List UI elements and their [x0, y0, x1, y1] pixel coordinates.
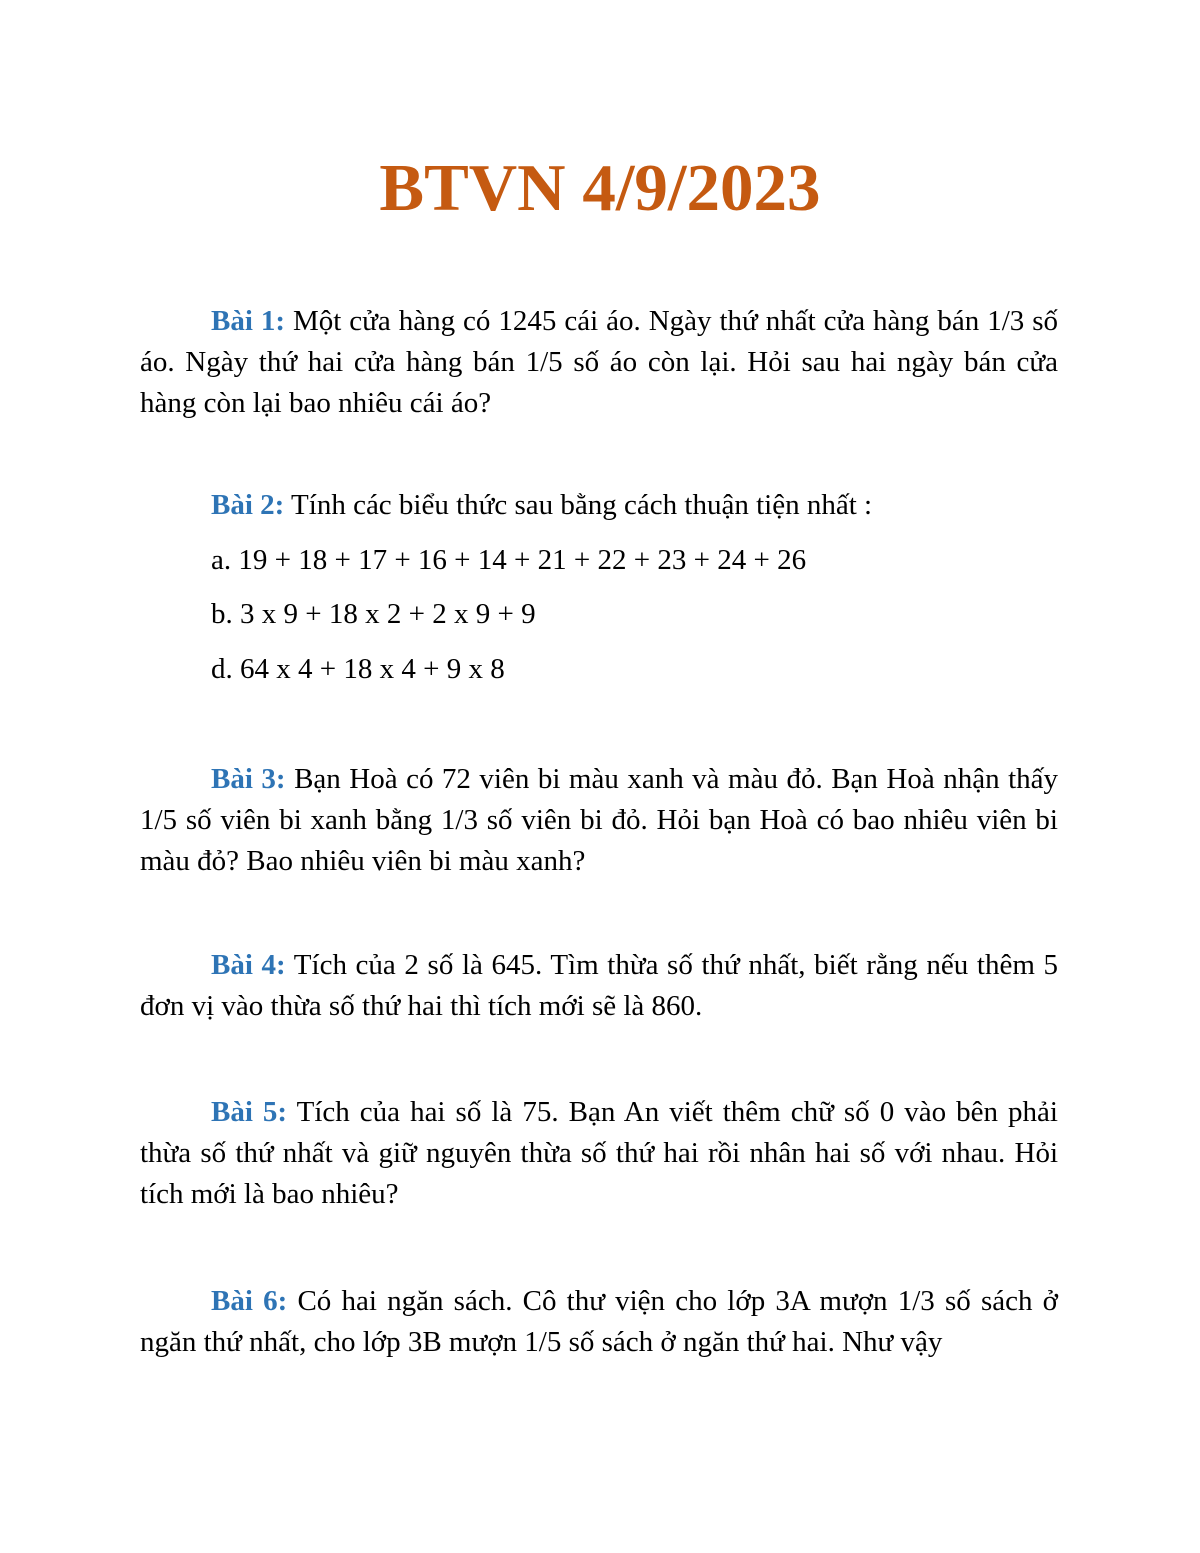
problem-1 [140, 301, 1058, 424]
problem-text: Tính các biểu thức sau bằng cách thuận tiện nhất : [291, 489, 873, 521]
problem-label: Bài 5: [211, 1096, 288, 1128]
problem-3 [140, 759, 1058, 882]
problem-label: Bài 2: [211, 489, 285, 521]
expression-a: a. 19 + 18 + 17 + 16 + 14 + 21 + 22 + 23 + 24 + 26 [211, 544, 807, 576]
problem-4 [140, 945, 1058, 1027]
problem-text: Tích của 2 số là 645. Tìm thừa số thứ nhất, biết rằng nếu thêm 5 đơn vị vào thừa số thứ hai thì tích mới sẽ là 860. [140, 949, 1059, 1022]
problem-label: Bài 6: [211, 1285, 288, 1317]
expression-b: b. 3 x 9 + 18 x 2 + 2 x 9 + 9 [211, 598, 536, 630]
problem-text: Có hai ngăn sách. Cô thư viện cho lớp 3A mượn 1/3 số sách ở ngăn thứ nhất, cho lớp 3B mượn 1/5 số sách ở ngăn thứ hai. Như vậy [140, 1285, 1058, 1358]
problem-2 [140, 485, 1058, 526]
problem-text: Bạn Hoà có 72 viên bi màu xanh và màu đỏ. Bạn Hoà nhận thấy 1/5 số viên bi xanh bằng 1/3 số viên bi đỏ. Hỏi bạn Hoà có bao nhiêu viên bi màu đỏ? Bao nhiêu viên bi màu xanh? [140, 763, 1059, 877]
expression-d: d. 64 x 4 + 18 x 4 + 9 x 8 [211, 653, 505, 685]
page-title: BTVN 4/9/2023 [379, 151, 821, 225]
problem-label: Bài 1: [211, 305, 286, 337]
problem-5 [140, 1092, 1058, 1215]
problem-label: Bài 4: [211, 949, 286, 981]
problem-text: Một cửa hàng có 1245 cái áo. Ngày thứ nhất cửa hàng bán 1/3 số áo. Ngày thứ hai cửa hàng bán 1/5 số áo còn lại. Hỏi sau hai ngày bán cửa hàng còn lại bao nhiêu cái áo? [140, 305, 1059, 419]
problem-text: Tích của hai số là 75. Bạn An viết thêm chữ số 0 vào bên phải thừa số thứ nhất và giữ nguyên thừa số thứ hai rồi nhân hai số với nhau. Hỏi tích mới là bao nhiêu? [140, 1096, 1058, 1210]
problem-6 [140, 1281, 1058, 1363]
problem-label: Bài 3: [211, 763, 286, 795]
